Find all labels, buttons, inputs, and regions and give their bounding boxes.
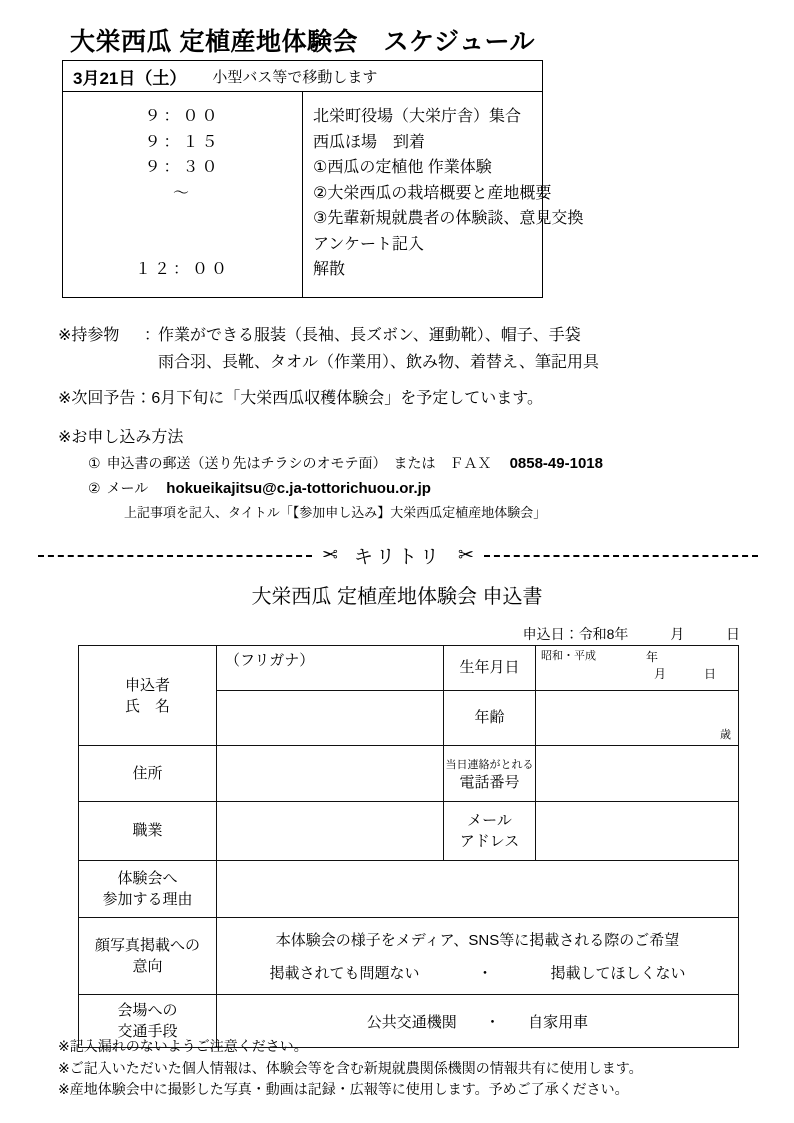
applicant-name-label-line1: 申込者 <box>124 676 170 694</box>
scissors-icon: ✂ <box>458 545 474 566</box>
apply-item-number: ② <box>88 480 101 496</box>
footnote: ※記入漏れのないようご注意ください。 <box>58 1038 308 1054</box>
cut-line-dash-right <box>484 555 758 557</box>
phone-main-label: 電話番号 <box>459 773 520 791</box>
address-field[interactable] <box>217 746 444 802</box>
reason-label <box>79 861 217 918</box>
cut-line-dash-left <box>38 555 312 557</box>
photo-consent-prompt: 本体験会の様子をメディア、SNS等に掲載される際のご希望 <box>275 932 680 949</box>
schedule-time: 〜 <box>172 184 192 202</box>
schedule-activity: 解散 <box>313 261 346 278</box>
email-label-line1: メール <box>467 812 512 829</box>
application-date-prefix: 申込日：令和8年 <box>522 626 629 642</box>
transport-option-car[interactable]: 自家用車 <box>528 1013 589 1031</box>
reason-label-line2: 参加する理由 <box>102 891 193 908</box>
age-field[interactable] <box>536 691 739 746</box>
apply-item-text: 申込書の郵送（送り先はチラシのオモテ面） または ＦＡＸ <box>106 455 492 471</box>
bring-items-line2: 雨合羽、長靴、タオル（作業用）、飲み物、着替え、筆記用具 <box>158 354 599 371</box>
application-date-day: 日 <box>726 626 740 642</box>
bring-items-line1: 作業ができる服装（長袖、長ズボン、運動靴）、帽子、手袋 <box>158 327 581 344</box>
schedule-transport-note: 小型バス等で移動します <box>212 68 378 86</box>
schedule-date: 3月21日（土） <box>73 68 187 88</box>
schedule-header-cell <box>63 61 543 92</box>
cut-line-label: キリトリ <box>354 547 443 568</box>
birthdate-day-unit: 日 <box>704 667 717 681</box>
form-title: 大栄西瓜 定植産地体験会 申込書 <box>251 586 543 608</box>
apply-item-mail-fax <box>88 451 758 476</box>
page-title: 大栄西瓜 定植産地体験会 スケジュール <box>70 28 535 56</box>
footnote: ※ご記入いただいた個人情報は、体験会等を含む新規就農関係機関の情報共有に使用します。 <box>58 1059 643 1076</box>
age-label: 年齢 <box>444 691 536 746</box>
birthdate-era-options[interactable]: 昭和・平成 <box>541 650 596 662</box>
form-row-name-furigana <box>79 646 739 691</box>
occupation-field[interactable] <box>217 802 444 861</box>
email-label-line2: アドレス <box>459 833 520 850</box>
apply-item-email <box>88 476 758 501</box>
furigana-field[interactable]: （フリガナ） <box>217 646 444 691</box>
transport-separator: ・ <box>484 1013 500 1031</box>
schedule-time <box>63 232 302 258</box>
email-label <box>444 802 536 861</box>
transport-options <box>217 1011 738 1032</box>
birthdate-label: 生年月日 <box>444 646 536 691</box>
reason-field[interactable] <box>217 861 739 918</box>
photo-consent-option-no[interactable]: 掲載してほしくない <box>550 965 686 982</box>
address-label: 住所 <box>79 746 217 802</box>
birthdate-field[interactable] <box>536 646 739 691</box>
schedule-activity: ①西瓜の定植他 作業体験 <box>313 159 492 176</box>
transport-label-line1: 会場への <box>117 1002 178 1019</box>
schedule-body-row <box>63 92 543 298</box>
age-unit: 歳 <box>720 729 731 741</box>
photo-consent-label-line2: 意向 <box>132 958 163 975</box>
schedule-activity: アンケート記入 <box>313 235 425 253</box>
form-row-reason <box>79 861 739 918</box>
schedule-activity: 北栄町役場（大栄庁舎）集合 <box>313 108 522 125</box>
phone-field[interactable] <box>536 746 739 802</box>
occupation-label: 職業 <box>79 802 217 861</box>
next-event-note: ※次回予告：6月下旬に「大栄西瓜収穫体験会」を予定しています。 <box>58 390 544 407</box>
reason-label-line1: 体験会へ <box>117 870 178 887</box>
apply-subject-note: 上記事項を記入、タイトル「【参加申し込み】大栄西瓜定植産地体験会」 <box>124 505 547 520</box>
form-row-address-phone <box>79 746 739 802</box>
notes-section <box>58 322 758 524</box>
phone-label <box>444 746 536 802</box>
photo-consent-separator: ・ <box>477 965 493 982</box>
applicant-name-label-line2: 氏 名 <box>124 697 170 715</box>
application-form-table <box>78 645 739 1048</box>
schedule-time: ９：３０ <box>144 159 221 176</box>
birthdate-month-unit: 月 <box>654 667 667 681</box>
form-row-occupation-email <box>79 802 739 861</box>
apply-item-text: メール <box>106 480 149 496</box>
apply-item-number: ① <box>88 455 101 471</box>
schedule-time: ９：００ <box>144 108 221 125</box>
photo-consent-label <box>79 918 217 995</box>
transport-label-line2: 交通手段 <box>117 1023 178 1040</box>
photo-consent-cell <box>217 918 739 995</box>
photo-consent-options <box>217 950 738 991</box>
schedule-activity: ②大栄西瓜の栽培概要と産地概要 <box>313 184 552 202</box>
transport-option-public[interactable]: 公共交通機関 <box>366 1013 457 1031</box>
application-date-month: 月 <box>670 626 685 642</box>
cut-line <box>38 542 758 569</box>
schedule-time: １２：００ <box>134 261 230 278</box>
applicant-name-field[interactable] <box>217 691 444 746</box>
schedule-table <box>62 60 584 298</box>
schedule-activity-column <box>303 92 584 298</box>
birthdate-year-unit: 年 <box>646 650 659 664</box>
footnotes-section <box>58 1036 643 1101</box>
schedule-time: ９：１５ <box>144 133 221 151</box>
scissors-icon: ✂ <box>322 545 338 566</box>
footnote: ※産地体験会中に撮影した写真・動画は記録・広報等に使用します。予めご了承ください。 <box>58 1081 629 1097</box>
schedule-header-row <box>63 61 543 92</box>
schedule-activity: 西瓜ほ場 到着 <box>313 133 426 151</box>
fax-number: 0858-49-1018 <box>509 455 603 472</box>
schedule-time-column <box>63 92 303 298</box>
applicant-name-label <box>79 646 217 746</box>
schedule-time <box>63 206 302 232</box>
apply-heading: ※お申し込み方法 <box>58 429 184 446</box>
bring-items-label: ※持参物 <box>58 327 120 344</box>
schedule-activity: ③先輩新規就農者の体験談、意見交換 <box>313 210 584 227</box>
photo-consent-label-line1: 顔写真掲載への <box>94 937 200 954</box>
form-row-photo-consent <box>79 918 739 995</box>
bring-items-row <box>58 322 758 349</box>
bring-items-colon: ： <box>144 327 161 344</box>
email-address[interactable]: hokueikajitsu@c.ja-tottorichuou.or.jp <box>166 480 431 497</box>
application-date-line <box>0 624 794 644</box>
phone-sub-label: 当日連絡がとれる <box>445 758 534 771</box>
photo-consent-option-yes[interactable]: 掲載されても問題ない <box>269 965 420 982</box>
email-field[interactable] <box>536 802 739 861</box>
